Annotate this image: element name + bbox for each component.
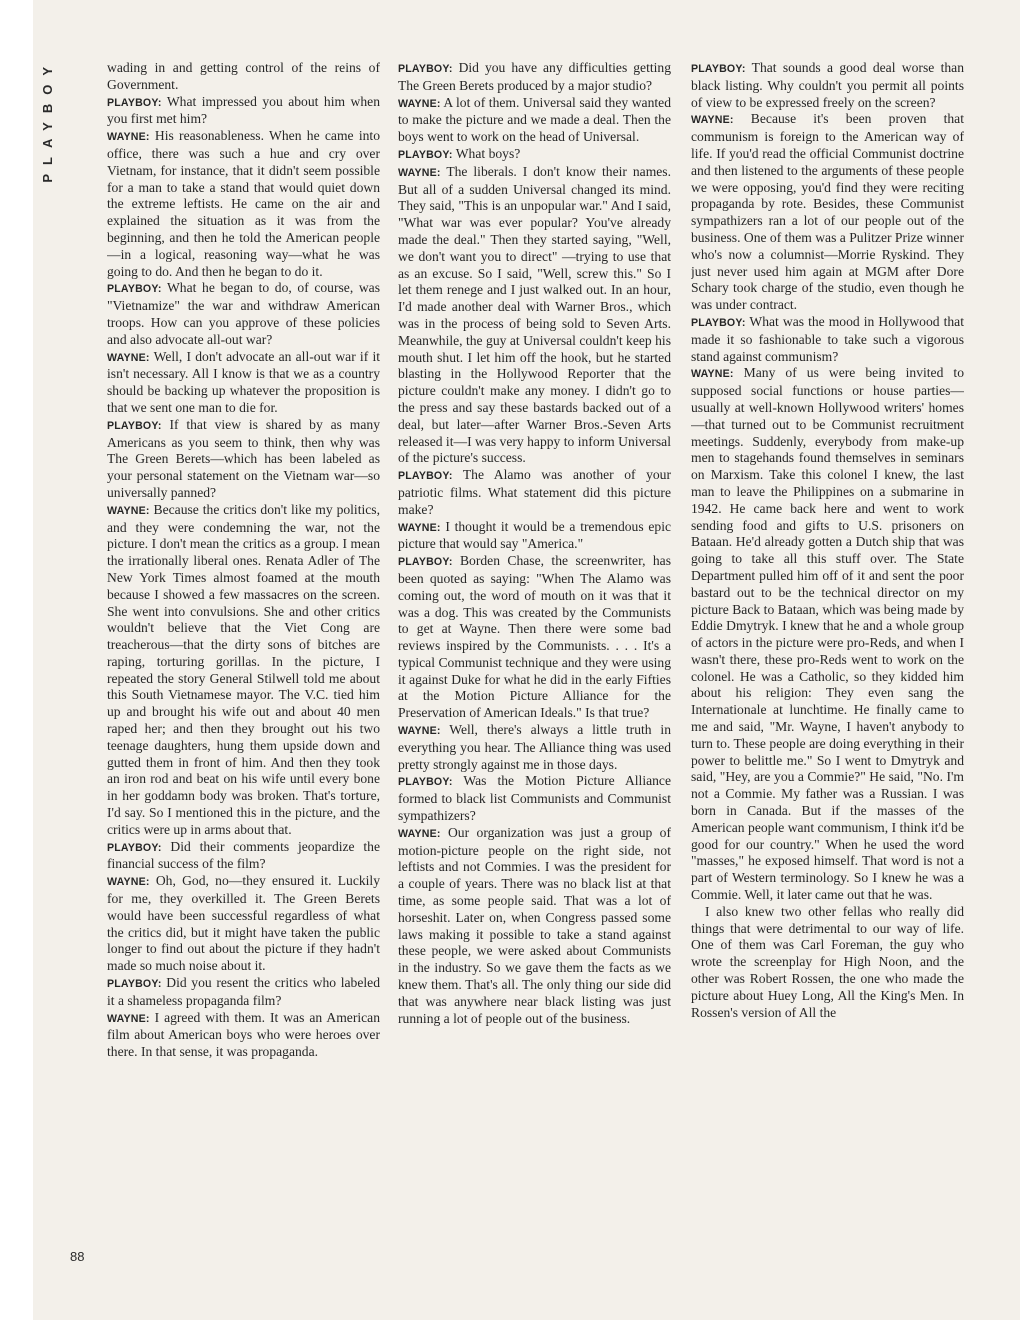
speaker-label: PLAYBOY: — [398, 556, 453, 569]
interview-paragraph — [107, 975, 380, 1010]
paragraph-text: What boys? — [452, 145, 521, 161]
interview-paragraph — [398, 164, 671, 467]
paragraph-text: Our organization was just a group of motion-picture people on the right side, not leftists and not Commies. I was the president for a couple of years. There was no black list at that time, as some people said. That was a lot of horseshit. Later on, when Congress passed some laws making it possible to take a stand against these people, we were asked about Communists in the industry. So we gave them the facts as we knew them. That's all. The only thing our side did that was anywhere near black listing was just running a lot of people out of the business. — [398, 824, 671, 1026]
speaker-label: PLAYBOY: — [107, 419, 162, 432]
paragraph-text: wading in and getting control of the reins of Government. — [107, 60, 380, 92]
speaker-label: WAYNE: — [107, 1012, 150, 1025]
speaker-label: WAYNE: — [107, 131, 150, 144]
text-column-1 — [107, 60, 380, 1270]
interview-paragraph — [107, 873, 380, 975]
interview-paragraph — [398, 519, 671, 554]
text-column-2 — [398, 60, 671, 1270]
speaker-label: PLAYBOY: — [398, 470, 453, 483]
interview-paragraph — [107, 128, 380, 280]
speaker-label: PLAYBOY: — [107, 841, 162, 854]
paragraph-text: Borden Chase, the screenwriter, has been quoted as saying: "When The Alamo was coming out, the word of mouth on it was that it was a dog. This was created by the Communists to get at Wayne. Then there were some bad reviews inspired by the Communists. . . . It's a typical Communist technique and they were using it against Duke for what he did in the early Fifties at the Motion Picture Alliance for the Preservation of American Ideals." Is that true? — [398, 553, 671, 721]
speaker-label: WAYNE: — [691, 114, 734, 127]
interview-paragraph — [398, 773, 671, 824]
speaker-label: PLAYBOY: — [691, 316, 746, 329]
paragraph-text: I thought it would be a tremendous epic picture that would say "America." — [398, 518, 671, 552]
interview-paragraph — [398, 553, 671, 722]
paragraph-text: I also knew two other fellas who really did things that were detrimental to our way of life. One of them was Carl Foreman, the guy who wrote the screenplay for High Noon, and the other was Robert Rossen, the one who made the picture about Huey Long, All the King's Men. In Rossen's version of All the — [691, 903, 964, 1020]
speaker-label: PLAYBOY: — [691, 63, 746, 75]
paragraph-text: Many of us were being invited to supposed social functions or house parties—usually at well-known Hollywood writers' homes—that turned out to be Communist recruitment meetings. Suddenly, everybody from make-up men to stagehands found themselves in seminars on Marxism. Take this colonel I knew, the last man to leave the Philippines on a submarine in 1942. He came back here and went to work sending food and gifts to U.S. prisoners on Bataan. He'd already gotten a Dutch ship that was going to take all this stuff over. The State Department pulled him off of it and sent the poor bastard out to be the technical director on my picture Back to Bataan, which was being made by Eddie Dmytryk. I knew that he and a whole group of actors in the picture were pro-Reds, and when I wasn't there, these pro-Reds went to work on the colonel. He was a Catholic, so they kidded him about his religion: They even sang the Internationale at lunchtime. He finally came to me and said, "Mr. Wayne, I haven't anybody to turn to. These people are doing everything in their power to belittle me." So I went to Dmytryk and said, "Hey, are you a Commie?" He said, "No. I'm not a Commie. My father was a Russian. I was born in Canada. But if the masses of the American people want communism, I think it'd be good for our country." When he used the word "masses," he exposed himself. That word is not a part of Western terminology. So I knew he was a Commie. Well, it later came out that he was. — [691, 365, 964, 903]
speaker-label: WAYNE: — [398, 521, 441, 534]
interview-paragraph — [107, 94, 380, 129]
speaker-label: WAYNE: — [107, 504, 150, 517]
paragraph-text: If that view is shared by as many Americans as you seem to think, then why was The Green Berets—which has been labeled as your personal statement on the Vietnam war—so universally panned? — [107, 416, 380, 500]
interview-paragraph — [107, 349, 380, 417]
magazine-name-vertical: PLAYBOY — [40, 58, 55, 183]
paragraph-text: Well, I don't advocate an all-out war if it isn't necessary. All I know is that we as a country should be backing up whatever the proposition is that we sent one man to die for. — [107, 348, 380, 415]
paragraph-text: That sounds a good deal worse than black listing. Why couldn't you permit all points of view to be expressed freely on the screen? — [691, 60, 964, 110]
interview-paragraph — [398, 722, 671, 773]
paragraph-text: A lot of them. Universal said they wanted to make the picture and we made a deal. Then the boys went to work on the head of Universal. — [398, 94, 671, 145]
interview-paragraph — [691, 111, 964, 314]
speaker-label: WAYNE: — [107, 876, 150, 889]
interview-paragraph — [107, 417, 380, 502]
paragraph-text: His reasonableness. When he came into office, there was such a hue and cry over Vietnam, for instance, that it didn't seem possible for a man to take a stand that would quiet down the extreme leftists. He came on the air and explained the situation as it was from the beginning, and then he told the American people—in a logical, reasoning way—what he was going to do. And then he began to do it. — [107, 128, 380, 279]
paragraph-text: Well, there's always a little truth in everything you hear. The Alliance thing was used pretty strongly against me in those days. — [398, 722, 671, 772]
paragraph-text: The liberals. I don't know their names. But all of a sudden Universal changed its mind. They said, "This is an unpopular war." And I said, "What war was ever popular? You've already made the deal." Then they started saying, "Well, we don't want you to direct" —trying to use that as an excuse. So I said, "Well, screw this." So I let them renege and I just walked out. In an hour, I'd made another deal with Warner Bros., which was in the process of being sold to Seven Arts. Meanwhile, the guy at Universal couldn't keep his mouth shut. I let him off the hook, but he started blasting in the Hollywood Reporter that the picture couldn't make any money. I didn't go to the press and say these bastards backed out of a deal, but later—after Warner Bros.-Seven Arts released it—I was very happy to inform Universal of the picture's success. — [398, 163, 671, 466]
interview-paragraph — [398, 146, 671, 164]
speaker-label: WAYNE: — [398, 827, 441, 840]
speaker-label: WAYNE: — [107, 351, 150, 364]
interview-paragraph — [398, 467, 671, 518]
speaker-label: PLAYBOY: — [398, 148, 453, 161]
paragraph-text: What impressed you about him when you first met him? — [107, 93, 380, 127]
speaker-label: WAYNE: — [398, 166, 441, 179]
paragraph-text: Because the critics don't like my politics, and they were condemning the war, not the picture. I don't mean the critics as a group. I mean the irrationally liberal ones. Renata Adler of The New York Times almost foamed at the mouth because I showed a few massacres on the screen. She went into convulsions. She and other critics wouldn't believe that the Viet Cong are treacherous—that the dirty sons of bitches are raping, torturing gorillas. In the picture, I repeated the story General Stilwell told me about this South Vietnamese mayor. The V.C. tied him up and brought his wife out and about 40 men raped her; and then they brought out his two teenage daughters, hung them upside down and gutted them in front of him. And then they took an iron rod and beat on his wife until every bone in her goddamn body was broken. That's torture, I'd say. So I mentioned this in the picture, and the critics were up in arms about that. — [107, 501, 380, 837]
speaker-label: WAYNE: — [691, 368, 734, 381]
speaker-label: PLAYBOY: — [398, 776, 453, 789]
paragraph-text: Did their comments jeopardize the financial success of the film? — [107, 838, 380, 872]
paragraph-text: Was the Motion Picture Alliance formed to black list Communists and Communist sympathizers? — [398, 773, 671, 824]
interview-paragraph — [398, 825, 671, 1028]
speaker-label: PLAYBOY: — [107, 283, 162, 296]
paragraph-text: The Alamo was another of your patriotic films. What statement did this picture make? — [398, 467, 671, 517]
interview-paragraph — [107, 1010, 380, 1061]
interview-paragraph — [691, 314, 964, 365]
interview-paragraph — [398, 60, 671, 95]
paragraph-text: Oh, God, no—they ensured it. Luckily for me, they overkilled it. The Green Berets would have been successful regardless of what the critics did, but it might have taken the public longer to find out about the picture if they hadn't made so much noise about it. — [107, 873, 380, 974]
paragraph-text: I agreed with them. It was an American film about American boys who were heroes over there. In that sense, it was propaganda. — [107, 1009, 380, 1060]
page-number: 88 — [70, 1249, 85, 1264]
paragraph-text: What he began to do, of course, was "Vietnamize" the war and withdraw American troops. How can you approve of these policies and also advocate all-out war? — [107, 280, 380, 347]
speaker-label: PLAYBOY: — [107, 96, 162, 109]
speaker-label: WAYNE: — [398, 97, 441, 110]
paragraph-text: Because it's been proven that communism is foreign to the American way of life. If you'd read the official Communist doctrine and then listened to the arguments of these people we were opposing, you'd find they were reciting propaganda by rote. Besides, these Communist sympathizers ran a lot of our people out of the business. One of them was a Pulitzer Prize winner who's now a columnist—Morrie Ryskind. They just never used him again at MGM after Dore Schary took charge of the studio, even though he was under contract. — [691, 111, 964, 313]
interview-paragraph — [107, 502, 380, 839]
speaker-label: PLAYBOY: — [398, 63, 453, 75]
text-column-3 — [691, 60, 964, 1270]
paragraph-text: Did you resent the critics who labeled it a shameless propaganda film? — [107, 975, 380, 1008]
speaker-label: PLAYBOY: — [107, 978, 162, 991]
body-paragraph — [107, 60, 380, 94]
interview-paragraph — [398, 95, 671, 146]
body-paragraph — [691, 904, 964, 1022]
interview-paragraph — [691, 60, 964, 111]
interview-paragraph — [107, 839, 380, 874]
speaker-label: WAYNE: — [398, 725, 441, 738]
interview-paragraph — [691, 365, 964, 904]
paragraph-text: What was the mood in Hollywood that made it so fashionable to take such a vigorous stand against communism? — [691, 313, 964, 364]
paragraph-text: Did you have any difficulties getting The Green Berets produced by a major studio? — [398, 60, 671, 93]
interview-paragraph — [107, 280, 380, 348]
